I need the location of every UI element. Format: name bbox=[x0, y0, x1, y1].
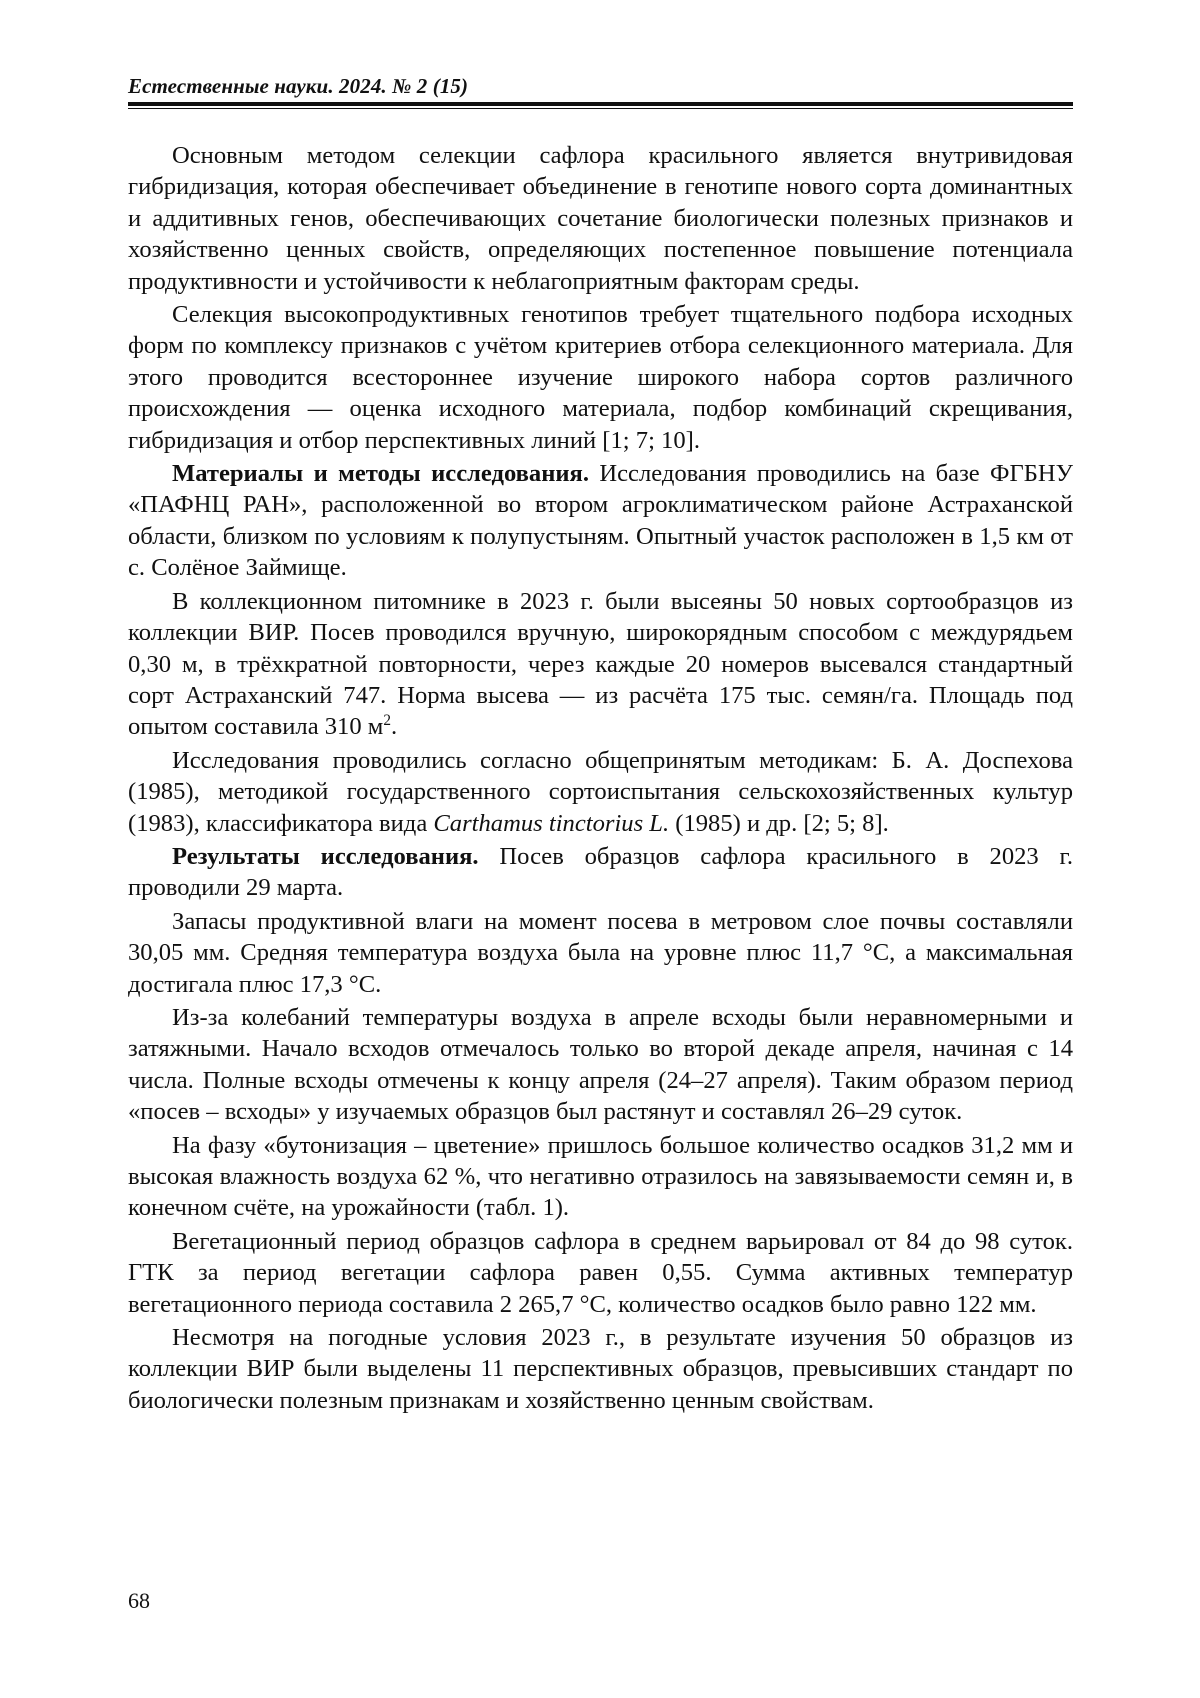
running-head: Естественные науки. 2024. № 2 (15) bbox=[128, 74, 469, 98]
results-text: Посев образцов сафлора красильного в 2023 г. проводили 29 марта. bbox=[128, 842, 1073, 902]
paragraph-results bbox=[128, 841, 1073, 904]
methodology-text-b: (1985) и др. [2; 5; 8]. bbox=[669, 809, 889, 837]
header-rule-thick bbox=[128, 102, 1073, 106]
paragraph-genotype-selection: Селекция высокопродуктивных генотипов требует тщательного подбора исходных форм по комплексу признаков с учётом критериев отбора селекционного материала. Для этого проводится всестороннее изучение широкого набора сортов различного происхождения — оценка исходного материала, подбор комбинаций скрещивания, гибридизация и отбор перспективных линий [1; 7; 10]. bbox=[128, 301, 1073, 454]
paragraph-collection-nursery bbox=[128, 586, 1073, 743]
area-unit-superscript: 2 bbox=[383, 712, 391, 730]
nursery-text: В коллекционном питомнике в 2023 г. были высеяны 50 новых сортообразцов из коллекции ВИР. Посев проводился вручную, широкорядным способом с междурядьем 0,30 м, в трёхкратной повторности, через каждые 20 номеров высевался стандартный сорт Астраханский 747. Норма высева — из расчёта 175 тыс. семян/га. Площадь под опытом составила 310 м bbox=[128, 587, 1073, 741]
section-heading-materials: Материалы и методы исследования. bbox=[172, 460, 590, 488]
paragraph-moisture: Запасы продуктивной влаги на момент посева в метровом слое почвы составляли 30,05 мм. Средняя температура воздуха была на уровне плюс 11,7 °С, а максимальная достигала плюс 17,3 °С. bbox=[128, 907, 1073, 998]
species-name: Carthamus tinctorius L. bbox=[433, 809, 670, 837]
nursery-text-end: . bbox=[391, 713, 398, 741]
paragraph-flowering: На фазу «бутонизация – цветение» пришлось большое количество осадков 31,2 мм и высокая влажность воздуха 62 %, что негативно отразилось на завязываемости семян и, в конечном счёте, на урожайности (табл. 1). bbox=[128, 1131, 1073, 1222]
paragraph-methodology bbox=[128, 745, 1073, 839]
methodology-text-a: Исследования проводились согласно общепринятым методикам: Б. А. Доспехова (1985), методикой государственного сортоиспытания сельскохозяйственных культур (1983), классификатора вида bbox=[128, 746, 1073, 837]
materials-text: Исследования проводились на базе ФГБНУ «ПАФНЦ РАН», расположенной во втором агроклиматическом районе Астраханской области, близком по условиям к полупустыням. Опытный участок расположен в 1,5 км от с. Солёное Займище. bbox=[128, 460, 1073, 582]
paragraph-emergence: Из-за колебаний температуры воздуха в апреле всходы были неравномерными и затяжными. Начало всходов отмечалось только во второй декаде апреля, начиная с 14 числа. Полные всходы отмечены к концу апреля (24–27 апреля). Таким образом период «посев – всходы» у изучаемых образцов был растянут и составлял 26–29 суток. bbox=[128, 1003, 1073, 1126]
paragraph-materials-methods bbox=[128, 458, 1073, 584]
article-body bbox=[128, 140, 1073, 1416]
header-rule-thin bbox=[128, 108, 1073, 109]
section-heading-results: Результаты исследования. bbox=[172, 842, 479, 870]
paragraph-vegetation-period: Вегетационный период образцов сафлора в среднем варьировал от 84 до 98 суток. ГТК за период вегетации сафлора равен 0,55. Сумма активных температур вегетационного периода составила 2 265,7 °С, количество осадков было равно 122 мм. bbox=[128, 1227, 1073, 1318]
page-number: 68 bbox=[128, 1588, 150, 1613]
paragraph-breeding-method: Основным методом селекции сафлора красильного является внутривидовая гибридизация, которая обеспечивает объединение в генотипе нового сорта доминантных и аддитивных генов, обеспечивающих сочетание биологически полезных признаков и хозяйственно ценных свойств, определяющих постепенное повышение потенциала продуктивности и устойчивости к неблагоприятным факторам среды. bbox=[128, 142, 1073, 295]
paragraph-conclusion: Несмотря на погодные условия 2023 г., в результате изучения 50 образцов из коллекции ВИР были выделены 11 перспективных образцов, превысивших стандарт по биологически полезным признакам и хозяйственно ценным свойствам. bbox=[128, 1324, 1073, 1414]
